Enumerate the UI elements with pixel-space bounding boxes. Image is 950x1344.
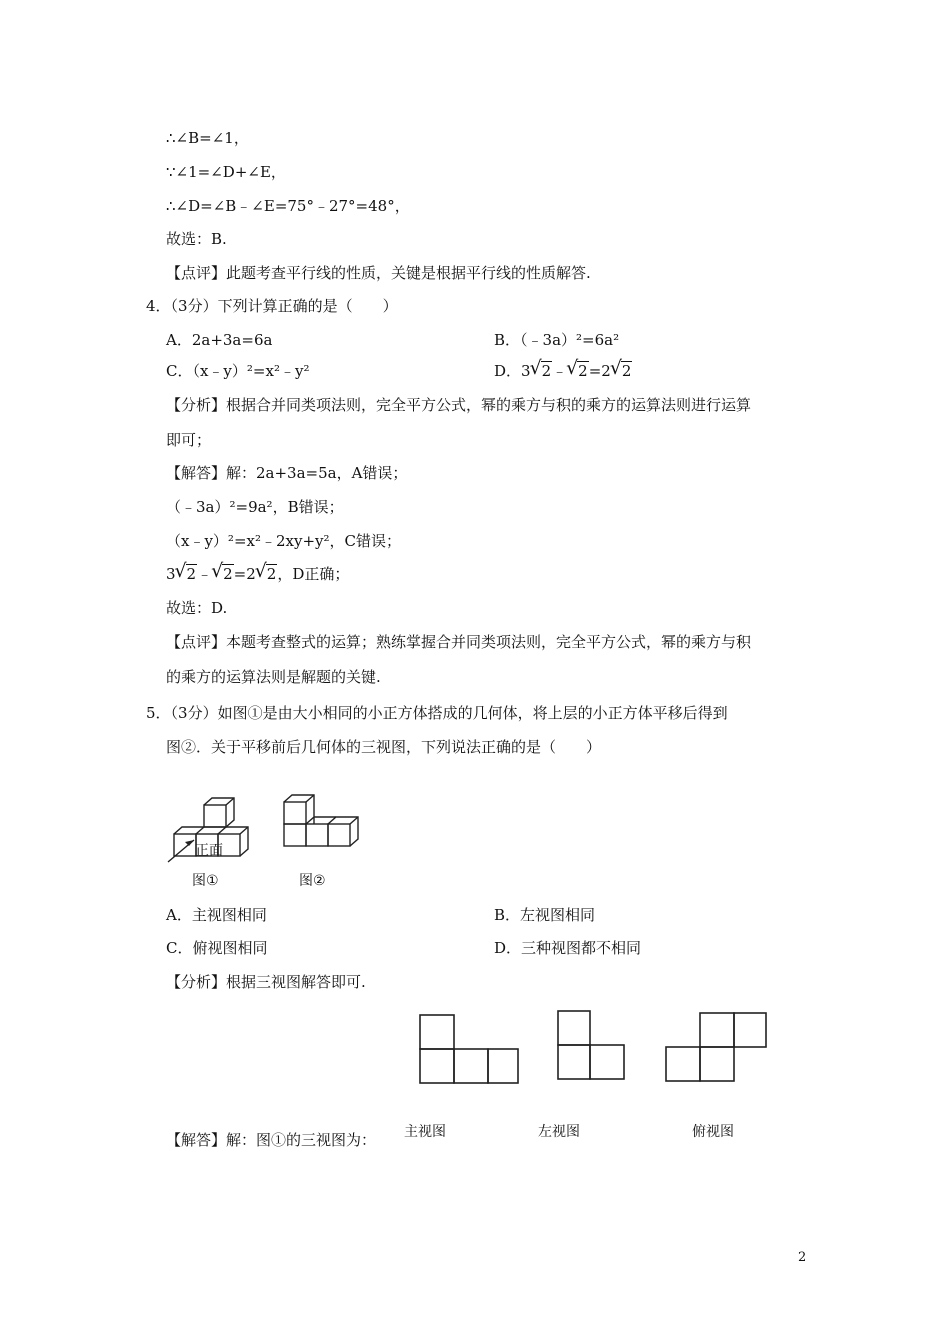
- radicand: 2: [621, 362, 632, 380]
- q4-d-minus: ﹣: [552, 362, 568, 380]
- radicand: 2: [266, 565, 277, 583]
- q4-option-b: B．（﹣3a）²=6a²: [494, 331, 620, 349]
- left-view-label: 左视图: [538, 1124, 580, 1140]
- q4-option-d: [494, 361, 632, 381]
- sqrt-symbol: [612, 361, 633, 381]
- sqrt-symbol: [213, 564, 234, 584]
- q4-sol4-suffix: ，D正确；: [277, 565, 350, 583]
- q5-option-a: A．主视图相同: [166, 906, 267, 924]
- main-view-label: 主视图: [404, 1124, 446, 1140]
- q5-stem-2: 图②．关于平移前后几何体的三视图，下列说法正确的是（ ）: [166, 738, 602, 756]
- q4-solution-3: （x﹣y）²=x²﹣2xy+y²，C错误；: [166, 532, 401, 550]
- q4-answer: 故选：D.: [166, 599, 228, 617]
- q4-d-prefix: D．3: [494, 362, 531, 380]
- sqrt-symbol: [568, 361, 589, 381]
- top-view-label: 俯视图: [692, 1124, 734, 1140]
- prev-line-2: ∵∠1=∠D+∠E，: [166, 163, 286, 181]
- page-number: 2: [798, 1250, 807, 1265]
- radicand: 2: [223, 565, 233, 583]
- radicand: 2: [541, 362, 552, 380]
- q5-analysis: 【分析】根据三视图解答即可.: [166, 973, 366, 991]
- q4-review-1: 【点评】本题考查整式的运算；熟练掌握合并同类项法则，完全平方公式，幂的乘方与积: [166, 633, 752, 651]
- q4-sol4-minus: ﹣: [197, 565, 213, 583]
- q4-analysis-2: 即可；: [166, 431, 212, 449]
- q4-solution-4: [166, 564, 349, 584]
- sqrt-symbol: [177, 564, 198, 584]
- q4-stem: 4．（3分）下列计算正确的是（ ）: [146, 297, 398, 315]
- q5-option-b: B．左视图相同: [494, 906, 596, 924]
- figure-1-label: 图①: [192, 873, 219, 889]
- q4-solution-2: （﹣3a）²=9a²，B错误；: [166, 498, 344, 516]
- q4-analysis-1: 【分析】根据合并同类项法则，完全平方公式，幂的乘方与积的乘方的运算法则进行运算: [166, 396, 752, 414]
- q4-sol4-eq: =2: [233, 565, 256, 583]
- q4-sol4-prefix: 3: [166, 565, 176, 583]
- q4-solution-1: 【解答】解：2a+3a=5a，A错误；: [166, 464, 408, 482]
- figure-2-label: 图②: [299, 873, 326, 889]
- prev-answer: 故选：B.: [166, 230, 227, 248]
- three-views-diagram: [410, 1005, 780, 1095]
- q4-option-c: C．（x﹣y）²=x²﹣y²: [166, 362, 310, 380]
- prev-review: 【点评】此题考查平行线的性质，关键是根据平行线的性质解答.: [166, 264, 591, 282]
- q5-option-c: C．俯视图相同: [166, 939, 268, 957]
- q5-stem-1: 5．（3分）如图①是由大小相同的小正方体搭成的几何体，将上层的小正方体平移后得到: [146, 704, 728, 722]
- q5-option-d: D．三种视图都不相同: [494, 939, 642, 957]
- prev-line-1: ∴∠B=∠1，: [166, 129, 249, 147]
- sqrt-symbol: [532, 361, 553, 381]
- q4-review-2: 的乘方的运算法则是解题的关键.: [166, 668, 381, 686]
- q5-solution-lead: 【解答】解：图①的三视图为：: [166, 1131, 377, 1149]
- q4-option-a: A．2a+3a=6a: [166, 331, 273, 349]
- figure-front-label: 正面: [195, 843, 223, 859]
- radicand: 2: [186, 565, 197, 583]
- prev-line-3: ∴∠D=∠B﹣∠E=75°﹣27°=48°，: [166, 197, 410, 215]
- radicand: 2: [578, 362, 588, 380]
- sqrt-symbol: [257, 564, 278, 584]
- q4-d-eq: =2: [588, 362, 611, 380]
